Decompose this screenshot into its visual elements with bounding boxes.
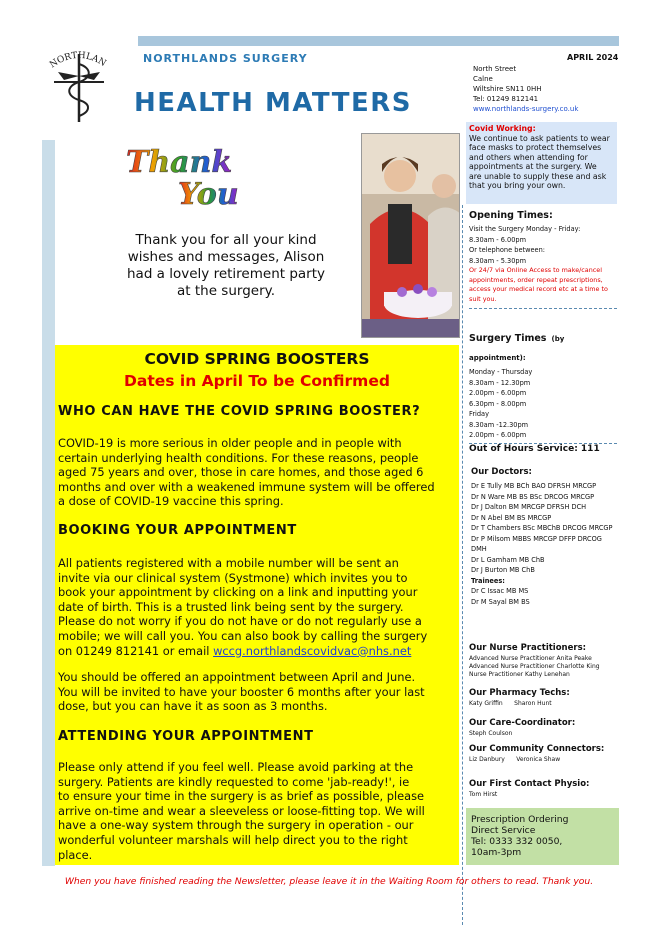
text-line: a dose of COVID-19 vaccine this spring. [58, 494, 284, 509]
out-of-hours-service: Out of Hours Service: 111 [469, 444, 600, 454]
who-paragraph [58, 436, 454, 509]
surgery-time-line: 2.00pm - 6.00pm [469, 389, 527, 397]
physio-heading: Our First Contact Physio: [469, 779, 590, 789]
text-line: book your appointment by clicking on a link and inputting your [58, 585, 418, 600]
attending-heading: ATTENDING YOUR APPOINTMENT [58, 729, 314, 744]
text-line: mobile; we will call you. You can also book by calling the surgery [58, 628, 428, 643]
text-line: COVID-19 is more serious in older people and in people with [58, 436, 402, 450]
who-heading: WHO CAN HAVE THE COVID SPRING BOOSTER? [58, 404, 421, 419]
website-link[interactable]: www.northlands-surgery.co.uk [473, 105, 579, 113]
text-line: invite via our clinical system (Systmone) which invites you to [58, 570, 408, 585]
doctor-item: Dr T Chambers BSc MBChB DRCOG MRCGP [471, 524, 613, 532]
sidebar-divider [462, 205, 463, 925]
surgery-time-line: 8.30am - 12.30pm [469, 378, 531, 387]
text-line: aged 75 years and over, those in care homes, and those aged 6 [58, 465, 424, 480]
prescription-line: Prescription Ordering [471, 814, 569, 825]
opening-visit: Visit the Surgery Monday - Friday: [469, 225, 581, 233]
nurse-item: Advanced Nurse Practitioner Charlotte King [469, 663, 600, 670]
surgery-time-line: 6.30pm - 8.00pm [469, 399, 527, 408]
connectors-heading: Our Community Connectors: [469, 744, 605, 754]
text-line: to ensure your time in the surgery is as brief as possible, please [58, 789, 425, 804]
text-line: certain underlying health conditions. For these reasons, people [58, 450, 419, 465]
care-coordinator [469, 718, 619, 737]
text-line: and others when attending for [469, 152, 588, 162]
doctors-list [471, 467, 619, 607]
nurse-item: Nurse Practitioner Kathy Lenehan [469, 671, 570, 678]
community-connectors [469, 744, 619, 763]
nurse-item: Advanced Nurse Practitioner Anita Peake [469, 655, 592, 662]
pharmacy-techs [469, 688, 619, 707]
prescription-ordering-box [466, 808, 619, 865]
thank-art-line1: Thank [126, 145, 233, 180]
prescription-hours: 10am-3pm [471, 847, 522, 858]
booking-paragraph [58, 556, 454, 658]
doctor-item: Dr N Ware MB BS BSc DRCOG MRCGP [471, 492, 595, 501]
divider [469, 308, 617, 309]
care-heading: Our Care-Coordinator: [469, 718, 576, 728]
surgery-time-line: 8.30am -12.30pm [469, 420, 529, 429]
footer-note: When you have finished reading the Newsletter, please leave it in the Waiting Room for others to read. Thank you. [64, 876, 594, 887]
surgery-logo [44, 42, 114, 126]
doctor-item: Dr N Abel BM BS MRCGP [471, 513, 552, 522]
online-access-line: suit you. [469, 294, 497, 303]
nurses-heading: Our Nurse Practitioners: [469, 643, 587, 653]
surgery-name: NORTHLANDS SURGERY [143, 52, 308, 65]
trainee-item: Dr C Issac MB MS [471, 587, 529, 595]
pharmacy-heading: Our Pharmacy Techs: [469, 688, 570, 698]
issue-date: APRIL 2024 [567, 53, 619, 62]
address-line: Wiltshire SN11 0HH [473, 85, 542, 93]
doctor-item: Dr J Burton MB ChB [471, 566, 535, 574]
text-line: that you bring your own. [469, 181, 566, 190]
text-line: You will be invited to have your booster 6 months after your last [58, 684, 425, 699]
care-name: Steph Coulson [469, 730, 513, 737]
text-line: All patients registered with a mobile number will be sent an [58, 556, 399, 570]
attending-paragraph [58, 760, 454, 862]
booking-phone-text: on 01249 812141 or email [58, 643, 210, 658]
retirement-party-photo [361, 133, 460, 338]
text-line: Please only attend if you feel well. Please avoid parking at the [58, 760, 414, 774]
text-line: surgery. Patients are kindly requested to come 'jab-ready!', ie [58, 774, 410, 789]
surgery-time-line: 2.00pm - 6.00pm [469, 431, 527, 439]
thank-you-line: wishes and messages, Alison [127, 249, 325, 265]
physio-name: Tom Hirst [469, 791, 498, 798]
covid-working-heading: Covid Working: [469, 124, 536, 133]
thank-you-line: at the surgery. [177, 283, 275, 299]
doctor-item: Dr J Dalton BM MRCGP DFRSH DCH [471, 503, 587, 511]
booking-email-link[interactable]: wccg.northlandscovidvac@nhs.net [213, 643, 412, 658]
booking-heading: BOOKING YOUR APPOINTMENT [58, 523, 297, 538]
thank-art-line2: You [178, 177, 239, 208]
text-line: Please do not worry if you do not have or do not regularly use a [58, 614, 422, 629]
thank-you-line: had a lovely retirement party [126, 266, 326, 282]
doctor-item: Dr E Tully MB BCh BAO DFRSH MRCGP [471, 482, 597, 490]
trainee-item: Dr M Sayal BM BS [471, 597, 530, 606]
text-line: arrive on-time and wear a sleeveless or loose-fitting top. We will [58, 803, 425, 818]
svg-text:NORTHLANDS [44, 42, 108, 70]
address-line: Calne [473, 75, 493, 83]
text-line: appointments at the surgery. We [469, 162, 597, 171]
covid-title: COVID SPRING BOOSTERS [144, 350, 370, 368]
opening-phone: Or telephone between: [469, 246, 545, 254]
address-phone: Tel: 01249 812141 [473, 95, 539, 103]
offered-paragraph [58, 670, 454, 714]
doctor-item: DMH [471, 545, 487, 553]
thank-you-wordart [122, 142, 274, 208]
text-line: dose, but you can have it as soon as 3 months. [58, 699, 328, 714]
address-line: North Street [473, 65, 517, 73]
text-line: have a one-way system through the surgery in operation - our [58, 818, 414, 833]
surgery-times [469, 326, 617, 444]
text-line: date of birth. This is a trusted link being sent by the surgery. [58, 599, 404, 614]
thank-you-message [95, 232, 357, 300]
thank-you-line: Thank you for all your kind [135, 232, 317, 248]
text-line: You should be offered an appointment between April and June. [58, 670, 416, 684]
opening-phone-hours: 8.30am - 5.30pm [469, 256, 527, 265]
text-line: place. [58, 847, 93, 862]
trainees-heading: Trainees: [471, 576, 505, 585]
text-line: are unable to supply these and ask [469, 171, 607, 181]
covid-working-notice [466, 122, 617, 204]
prescription-line: Direct Service [471, 825, 536, 836]
surgery-times-heading: Surgery Times [469, 333, 547, 344]
online-access-line: appointments, order repeat prescriptions, [469, 275, 603, 284]
online-access-line: access your medical record etc at a time to [469, 285, 608, 293]
doctor-item: Dr P Milsom MBBS MRCGP DFFP DRCOG [471, 534, 602, 543]
logo-text: NORTHLAN [48, 50, 108, 71]
header-bar [138, 36, 619, 46]
surgery-address [473, 64, 578, 114]
left-accent-bar [42, 140, 55, 866]
text-line: face masks to protect themselves [469, 143, 602, 152]
surgery-time-line: Friday [469, 410, 489, 418]
covid-subtitle: Dates in April To be Confirmed [124, 372, 390, 390]
first-contact-physio [469, 779, 619, 798]
pharmacy-names: Katy Griffin Sharon Hunt [469, 700, 552, 707]
nurse-practitioners [469, 643, 619, 679]
opening-times [469, 210, 617, 309]
surgery-times-heading-row [469, 326, 617, 364]
text-line: wonderful volunteer marshals will help direct you to the right [58, 832, 408, 847]
text-line: months and over with a weakened immune system will be offered [58, 479, 435, 494]
opening-visit-hours: 8.30am - 6.00pm [469, 235, 527, 244]
surgery-time-line: Monday - Thursday [469, 368, 533, 376]
doctors-heading: Our Doctors: [471, 467, 532, 477]
connectors-names: Liz Danbury Veronica Shaw [469, 756, 561, 763]
surgery-times-note: (by appointment): [469, 335, 565, 362]
doctor-item: Dr L Gamham MB ChB [471, 555, 545, 564]
text-line: We continue to ask patients to wear [469, 133, 610, 143]
text-line [58, 644, 454, 659]
online-access-line: Or 24/7 via Online Access to make/cancel [469, 266, 602, 274]
newsletter-title: HEALTH MATTERS [134, 88, 413, 118]
opening-heading: Opening Times: [469, 210, 553, 221]
prescription-phone: Tel: 0333 332 0050, [471, 836, 563, 847]
